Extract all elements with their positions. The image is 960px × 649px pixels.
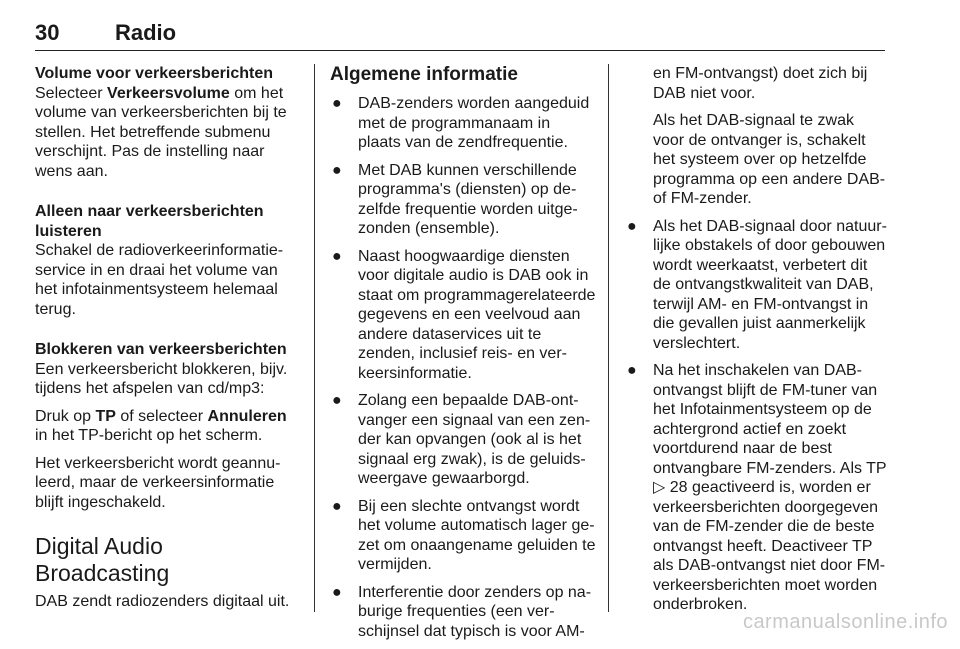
list-item: ● Zolang een bepaalde DAB-ontvanger een signaal van een zender kan opvangen (ook al is het signaal erg zwak), is de geluidsweergave gewaarborgd. xyxy=(332,392,591,487)
page-reference-icon: ▷ xyxy=(653,479,666,496)
list-item: ● Bij een slechte ontvangst wordt het volume automatisch lager gezet om onaangename geluiden te vermijden. xyxy=(332,497,596,573)
paragraph-dab: DAB zendt radiozenders digitaal uit. xyxy=(35,593,290,610)
section-title: Radio xyxy=(115,20,177,45)
paragraph-block-2: Druk op TP of selecteer Annuleren in het TP-bericht op het scherm. xyxy=(35,407,287,444)
column-2 xyxy=(330,64,596,649)
paragraph-weak-signal: Als het DAB-signaal te zwak voor de ontvanger is, schakelt het systeem over op hetzelfde programma op een andere DAB- of FM-zender. xyxy=(653,112,886,207)
menu-term-annuleren: Annuleren xyxy=(207,407,287,425)
list-item: ● Na het inschakelen van DAB-ontvangst blijft de FM-tuner van het Infotainmentsysteem op de achtergrond actief en zoekt voortdurend naar de best ontvangbare FM-zenders. Als TP ▷ 28 geactiveerd is, worden er verkeersberichten doorgegeven van de FM-zender die de beste ontvangst heeft. Deactiveer TP als DAB-ontvangst niet door FM-verkeersberichten moet worden onderbroken. xyxy=(627,362,887,613)
paragraph-block-3: Het verkeersbericht wordt geannuleerd, maar de verkeersinformatie blijft ingeschakeld. xyxy=(35,454,281,511)
heading-traffic-volume: Volume voor verkeersberichten xyxy=(35,65,274,82)
page-number: 30 xyxy=(35,20,60,45)
list-item: ● Naast hoogwaardige diensten voor digitale audio is DAB ook in staat om programmagerelateerde gegevens en een veelvoud aan andere dataservices uit te zenden, inclusief reis- en verkeersinformatie. xyxy=(332,247,596,382)
dab-notes-list xyxy=(625,217,888,615)
bullet-icon: ● xyxy=(332,583,342,601)
column-divider-2 xyxy=(608,64,609,612)
list-item: ● Met DAB kunnen verschillende programma's (diensten) op dezelfde frequentie worden uitgezonden (ensemble). xyxy=(332,161,578,237)
heading-block-traffic: Blokkeren van verkeersberichten xyxy=(35,341,287,358)
general-info-list xyxy=(330,94,596,641)
list-item: ● Interferentie door zenders op naburige frequenties (een verschijnsel dat typisch is voor AM- xyxy=(332,583,592,640)
list-item: ● DAB-zenders worden aangeduid met de programmanaam in plaats van de zendfrequentie. xyxy=(332,95,590,151)
column-3 xyxy=(625,64,888,623)
paragraph-traffic-volume: Selecteer Verkeersvolume om het volume van verkeersberichten bij te stellen. Het betreffende submenu verschijnt. Pas de instelling naar wens aan. xyxy=(35,84,287,180)
paragraph-block-1: Een verkeersbericht blokkeren, bijv. tijdens het afspelen van cd/mp3: xyxy=(35,360,288,397)
bullet-icon: ● xyxy=(332,497,342,515)
page-reference[interactable]: 28 xyxy=(665,479,688,496)
column-1 xyxy=(35,64,301,620)
bullet-icon: ● xyxy=(627,217,637,235)
bullet-icon: ● xyxy=(627,362,637,379)
button-term-tp: TP xyxy=(95,407,116,425)
paragraph-only-traffic: Schakel de radioverkeerinformatieservice in en draai het volume van het infotainmentsysteem helemaal terug. xyxy=(35,242,284,318)
bullet-icon: ● xyxy=(332,247,342,265)
paragraph-continued: en FM-ontvangst) doet zich bij DAB niet voor. xyxy=(653,65,868,102)
bullet-icon: ● xyxy=(332,392,342,409)
heading-general-info: Algemene informatie xyxy=(330,64,518,85)
page-header xyxy=(35,20,885,51)
list-item: ● Als het DAB-signaal door natuurlijke obstakels of door gebouwen wordt weerkaatst, verbetert dit de ontvangstkwaliteit van DAB, terwijl AM- en FM-ontvangst in die gevallen juist aanmerkelijk verslechtert. xyxy=(627,217,887,352)
heading-dab: Digital Audio Broadcasting xyxy=(35,533,170,586)
heading-only-traffic: Alleen naar verkeersberichten luisteren xyxy=(35,203,264,240)
watermark: carmanualsonline.info xyxy=(742,611,948,633)
menu-term-verkeersvolume: Verkeersvolume xyxy=(107,84,230,102)
bullet-icon: ● xyxy=(332,161,342,179)
bullet-icon: ● xyxy=(332,95,342,112)
column-divider-1 xyxy=(314,64,315,612)
